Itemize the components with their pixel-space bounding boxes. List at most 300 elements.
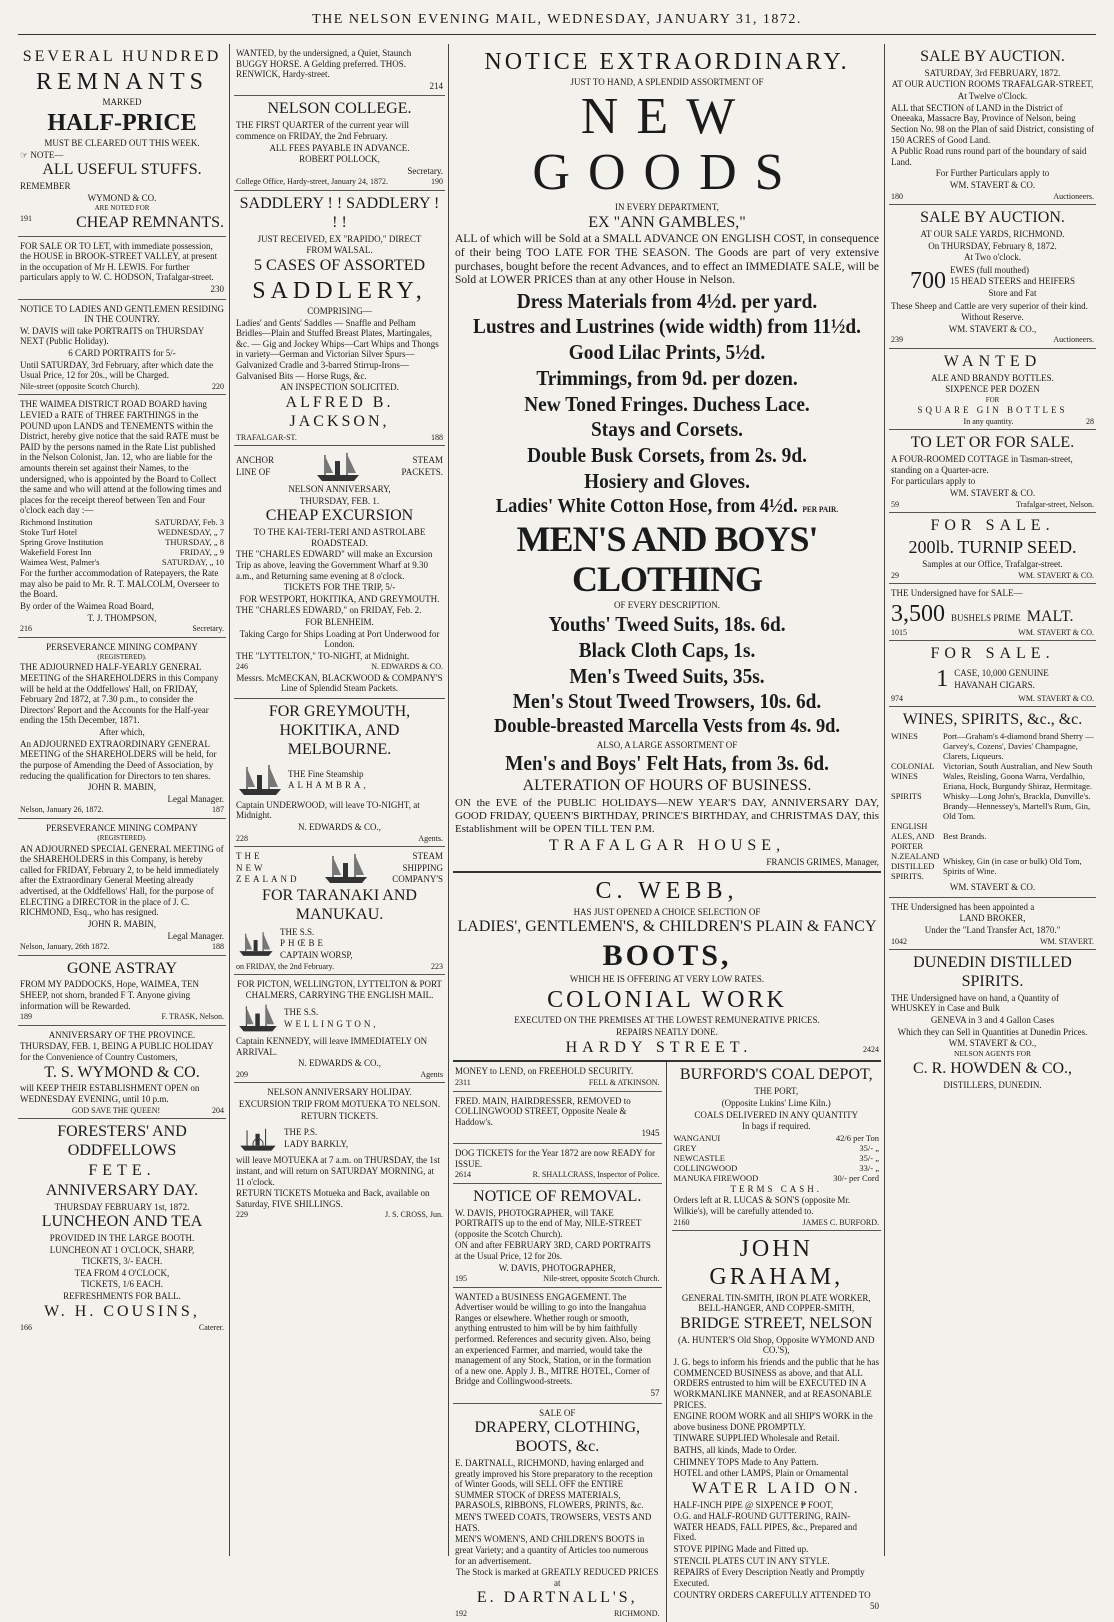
ad-headline: HALF-PRICE: [47, 109, 197, 136]
ad-body: AN ADJOURNED SPECIAL GENERAL MEETING of the SHAREHOLDERS in this Company, is hereby called for FRIDAY, February 2, to be held immediately after the Extraordinary General Meeting already advertised, at the Oddfellows' Hall, for the purpose of ELECTING a DIRECTOR in the place of J. C. RICHMOND, Esq., who has resigned.: [20, 843, 224, 918]
coal-price-table: [674, 1133, 880, 1183]
table-cell: Wakefield Forest Inn: [20, 547, 92, 558]
ad-text: BRIDGE STREET, NELSON: [680, 1314, 873, 1332]
ad-headline: MEN'S AND BOYS' CLOTHING: [516, 519, 818, 600]
table-cell: 35/- „: [859, 1142, 879, 1153]
ad-text: C. R. HOWDEN & CO.,: [912, 1059, 1073, 1077]
table-cell: Victorian, South Australian, and New South Wales, Reisling, Goona Warra, Verdalhio, Eriana, Hock, Burgundy Shiraz, Hermitage.: [943, 761, 1093, 792]
ad-text: Agents.: [418, 833, 443, 843]
table-cell: Whisky—Long John's, Brackla, Dunville's. Brandy—Hennessey's, Martell's Rum, Gin, Old Tom.: [943, 791, 1091, 822]
ad-number: 214: [429, 80, 443, 91]
ad-text: THE: [236, 851, 263, 862]
ad-body: ON the EVE of the PUBLIC HOLIDAYS—NEW YEAR'S DAY, ANNIVERSARY DAY, GOOD FRIDAY, QUEEN'S BIRTHDAY, PRINCE'S BIRTHDAY, and CHRISTMAS DAY, this Establishment will be OPEN TILL TEN P.M.: [455, 796, 879, 835]
ad-text: A Public Road runs round part of the boundary of said Land.: [891, 146, 1087, 167]
masthead-rule: [18, 34, 1096, 35]
table-cell: WEDNESDAY, „ 7: [157, 527, 224, 538]
ad-signature: W. DAVIS, PHOTOGRAPHER,: [498, 1262, 616, 1273]
paddle-steamer-icon: [236, 1122, 280, 1154]
ad-headline: 3,500: [891, 600, 945, 627]
ad-text: GENERAL TIN-SMITH, IRON PLATE WORKER, BELL-HANGER, AND COPPER-SMITH,: [681, 1292, 871, 1314]
ad-text: Auctioneers.: [1053, 335, 1094, 345]
ad-headline: 700: [909, 268, 946, 295]
ad-number: 1015: [891, 628, 907, 638]
ad-nz-shipping: [234, 847, 445, 975]
ad-body: These Sheep and Cattle are very superior of their kind.: [891, 300, 1088, 311]
ad-text: THE "LYTTELTON," TO-NIGHT, at Midnight.: [236, 650, 410, 661]
ad-number: 180: [891, 191, 903, 201]
ad-text: Without Reserve.: [961, 312, 1024, 323]
ad-body: FRED. MAIN, HAIRDRESSER, REMOVED to COLLINGWOOD STREET, Opposite Neale & Haddow's.: [455, 1095, 631, 1127]
ad-wellington: [234, 975, 445, 1083]
ad-text: FROM WALSAL.: [306, 245, 373, 256]
ad-heading: FOR WESTPORT, HOKITIKA, AND GREYMOUTH.: [239, 593, 440, 604]
ad-text: STENCIL PLATES CUT IN ANY STYLE.: [673, 1555, 830, 1566]
ad-number: 2614: [455, 1170, 471, 1180]
ad-text: (REGISTERED).: [97, 834, 147, 843]
ad-body: DOG TICKETS for the Year 1872 are now READY for ISSUE.: [455, 1147, 655, 1169]
ad-signature: N. EDWARDS & CO.,: [297, 1058, 381, 1069]
ad-number: 188: [212, 942, 224, 952]
ad-heading: NELSON COLLEGE.: [267, 100, 412, 118]
table-row: [891, 731, 1094, 761]
ad-wines-spirits: [889, 707, 1096, 898]
ad-text: COMPRISING—: [307, 305, 372, 316]
ad-text: BUSHELS PRIME: [951, 612, 1021, 623]
ad-text: Samples at our Office, Trafalgar-street.: [922, 559, 1063, 570]
ad-text: 200lb. TURNIP SEED.: [908, 536, 1077, 557]
column-rule: [884, 44, 885, 1556]
ad-body: will KEEP THEIR ESTABLISHMENT OPEN on WEDNESDAY EVENING, until 10 p.m.: [20, 1083, 200, 1105]
ad-gone-astray: [18, 956, 226, 1026]
ad-signature: N. EDWARDS & CO.,: [297, 821, 381, 832]
ad-text: ☞ NOTE—: [20, 149, 64, 160]
ad-text: ALSO, A LARGE ASSORTMENT OF: [596, 739, 738, 750]
ad-text: TICKETS, 1/6 EACH.: [81, 1279, 163, 1290]
column-4: [889, 44, 1096, 1557]
ad-text: WELLINGTON,: [284, 1018, 379, 1029]
ad-waimea-road-board: [18, 395, 226, 637]
ad-body: FOR SALE OR TO LET, with immediate possession, the HOUSE in BROOK-STREET VALLEY, at present in the occupation of Mr H. LEWIS. For further particulars apply to W. C. HODSON, Trafalgar-street.: [20, 240, 218, 283]
ad-text: ALHAMBRA,: [288, 780, 369, 791]
ad-text: In any quantity.: [963, 416, 1014, 426]
ad-body: ON and after FEBRUARY 3RD, CARD PORTRAITS at the Usual Price, 12 for 20s.: [455, 1240, 651, 1261]
ad-text: Messrs. McMECKAN, BLACKWOOD & COMPANY'S Line of Splendid Steam Packets.: [236, 672, 443, 694]
steamship-icon: [321, 850, 371, 886]
table-cell: Richmond Institution: [20, 517, 93, 527]
ad-text: LINE OF: [236, 466, 271, 477]
column-1: [18, 44, 226, 1557]
ad-text: (Opposite Lukins' Lime Kiln.): [721, 1097, 831, 1108]
table-cell: COLONIAL WINES: [891, 761, 935, 782]
column-3: [453, 44, 881, 1619]
ad-text: CHEAP REMNANTS.: [76, 213, 224, 231]
ad-heading: FOR BLENHEIM.: [305, 616, 374, 627]
table-cell: 42/6 per Ton: [835, 1132, 879, 1143]
table-cell: FRIDAY, „ 9: [179, 547, 224, 558]
ad-nelson-college: [234, 96, 445, 190]
ad-text: Store and Fat: [988, 287, 1037, 298]
ad-text: Auctioneers.: [1053, 191, 1094, 201]
ad-text: STEAM: [412, 454, 443, 465]
ad-body: Ladies' and Gents' Saddles — Snaffle and Pelham Bridles—Plain and Stuffed Breast Plates, Martingales, &c. — Gig and Jockey Whips—Cart Whips and Thongs in variety—German and Victorian Silver Spurs—Galvanized Cradle and 3-barred Stirrup-Irons—Galvanised Bits — Horse Rugs, &c.: [236, 317, 439, 381]
ad-line: Stays and Corsets.: [591, 417, 743, 442]
ad-text: ALL FEES PAYABLE IN ADVANCE.: [269, 142, 410, 153]
ad-text: MARKED: [102, 97, 142, 108]
ad-line: Black Cloth Caps, 1s.: [578, 637, 756, 662]
ad-text: Caterer.: [198, 1322, 224, 1332]
ad-text: Legal Manager.: [167, 930, 224, 941]
ad-number: 246: [236, 662, 248, 672]
ad-body: E. DARTNALL, RICHMOND, having enlarged and greatly improved his Store preparatory to the reception of Winter Goods, will SELL OFF the ENTIRE SUMMER STOCK of DRESS MATERIALS, PARASOLS, RIBBONS, FLOWERS, PRINTS, &c.: [455, 1458, 653, 1511]
ad-line: New Toned Fringes. Duchess Lace.: [524, 391, 810, 416]
ad-text: Nile-street, opposite Scotch Church.: [543, 1274, 660, 1284]
ad-headline: SADDLERY,: [252, 277, 427, 304]
ad-signature: T. J. THOMPSON,: [87, 612, 157, 623]
ad-text: Secretary.: [192, 624, 224, 634]
ad-number: 187: [212, 805, 224, 815]
ad-text: On THURSDAY, February 8, 1872.: [928, 240, 1057, 251]
ad-signature: J. S. CROSS, Jun.: [384, 1210, 443, 1220]
ad-text: PACKETS.: [401, 466, 443, 477]
ad-text: OF EVERY DESCRIPTION.: [614, 600, 720, 611]
ad-headline: NEW GOODS: [532, 87, 802, 201]
ad-signature: WM. STAVERT & CO.: [1018, 693, 1094, 703]
table-row: [20, 517, 224, 527]
ad-text: ENGINE ROOM WORK and all SHIP'S WORK in the above business DONE PROMPTLY.: [673, 1411, 873, 1432]
ad-text: THE Undersigned have for SALE—: [891, 588, 1023, 599]
ad-text: By order of the Waimea Road Board,: [20, 600, 154, 611]
ad-text: ANNIVERSARY DAY.: [45, 1181, 199, 1199]
ad-number: 229: [236, 1210, 248, 1220]
table-cell: COLLINGWOOD: [673, 1162, 738, 1173]
ad-text: THE Fine Steamship: [288, 768, 364, 779]
ad-saddlery: [234, 191, 445, 446]
ad-text: EXCURSION TRIP FROM MOTUEKA TO NELSON.: [238, 1099, 441, 1110]
ad-text: O.G. and HALF-ROUND GUTTERING, RAIN-WATER HEADS, FALL PIPES, &c., Prepared and Fixed.: [673, 1511, 857, 1543]
ad-number: 204: [212, 1105, 224, 1115]
ad-sale-by-auction-2: [889, 205, 1096, 349]
table-row: [891, 821, 1094, 851]
ad-signature: W. H. COUSINS,: [44, 1302, 200, 1320]
ad-line: Men's Tweed Suits, 35s.: [569, 663, 765, 688]
ad-anchor-line: [234, 446, 445, 699]
ad-number: 57: [650, 1388, 660, 1399]
ad-text: ANCHOR: [236, 454, 275, 465]
column-rule: [229, 44, 230, 1556]
wines-table: [891, 731, 1094, 881]
ad-wanted-bottles: [889, 349, 1096, 430]
table-cell: THURSDAY, „ 8: [165, 537, 224, 548]
ad-text: Taking Cargo for Ships Loading at Port Underwood for London.: [239, 628, 440, 650]
ad-text: MEN'S TWEED COATS, TROWSERS, VESTS AND HATS.: [455, 1512, 652, 1533]
ad-text: At Twelve o'Clock.: [957, 91, 1028, 102]
table-cell: Waimea West, Palmer's: [20, 557, 100, 568]
ad-line: Dress Materials from 4½d. per yard.: [516, 288, 818, 313]
ad-text: JUST TO HAND, A SPLENDID ASSORTMENT OF: [570, 77, 764, 88]
ad-text: REPAIRS of Every Description Neatly and Promptly Executed.: [673, 1567, 865, 1588]
ad-body: will leave MOTUEKA at 7 a.m. on THURSDAY, the 1st instant, and will return on SATURDAY MORNING, at 11 o'clock.: [236, 1155, 440, 1187]
ad-signature: WM. STAVERT & CO.: [949, 179, 1036, 190]
ad-text: Which they can Sell in Quantities at Dunedin Prices.: [897, 1026, 1088, 1037]
ad-text: TRAFALGAR-ST.: [236, 432, 297, 442]
table-cell: ENGLISH ALES, AND PORTER: [891, 821, 935, 852]
table-cell: SATURDAY, Feb. 3: [155, 517, 224, 527]
ad-dartnall: [453, 1404, 662, 1622]
ad-number: 974: [891, 693, 903, 703]
ad-text: HAVANAH CIGARS.: [954, 680, 1035, 690]
ad-malt: [889, 584, 1096, 641]
ad-body: Orders left at R. LUCAS & SON'S (opposite Mr. Wilkie's), will be carefully attended to.: [673, 1195, 851, 1217]
ad-heading: SADDLERY ! ! SADDLERY ! ! !: [239, 194, 440, 231]
ad-text: BATHS, all kinds, Made to Order.: [673, 1444, 797, 1455]
ad-number: 29: [891, 570, 899, 580]
ad-text: REPAIRS NEATLY DONE.: [616, 1027, 718, 1037]
ad-text: WYMOND & CO.: [87, 192, 157, 203]
ad-heading: FOR PICTON, WELLINGTON, LYTTELTON & PORT CHALMERS, CARRYING THE ENGLISH MAIL.: [237, 978, 442, 1000]
ad-text: Until SATURDAY, 3rd February, after which date the Usual Price, 12 for 20s., will be Charged.: [20, 359, 214, 381]
ad-text: In bags if required.: [742, 1121, 811, 1132]
table-row: [674, 1173, 880, 1183]
ad-signature: WM. STAVERT & CO.: [949, 882, 1036, 893]
ad-heading: CHEAP EXCURSION: [265, 507, 414, 525]
ad-fred-main: [453, 1092, 662, 1144]
ad-text: At Two o'clock.: [963, 252, 1022, 263]
ad-text: MALT.: [1026, 607, 1074, 625]
ad-number: 166: [20, 1322, 32, 1332]
ad-headline: 1: [936, 666, 949, 693]
ad-number: 2311: [455, 1078, 471, 1088]
rate-schedule-table: [20, 517, 224, 567]
ad-text: WHICH HE IS OFFERING AT VERY LOW RATES.: [569, 974, 765, 985]
ad-dunedin-spirits: [889, 950, 1096, 1094]
ad-text: CHIMNEY TOPS Made to Any Pattern.: [673, 1456, 819, 1467]
ad-body: MONEY to LEND, on FREEHOLD SECURITY.: [455, 1066, 634, 1077]
ad-text: SIXPENCE PER DOZEN: [945, 384, 1040, 395]
table-cell: Best Brands.: [943, 831, 987, 842]
ad-number: 228: [236, 833, 248, 843]
column-3a: [453, 1062, 667, 1621]
ad-line: Lustres and Lustrines (wide width) from 11½d.: [473, 314, 861, 339]
ad-text: ARE NOTED FOR: [94, 204, 150, 213]
ad-text: For the further accommodation of Ratepayers, the Rate may also be paid to Mr. R. T. MALCOLM, Overseer to the Board.: [20, 568, 220, 600]
ad-text: THURSDAY, FEB. 1.: [299, 495, 380, 506]
table-row: [674, 1153, 880, 1163]
ad-text: STEAM: [412, 851, 443, 862]
ad-turnip-seed: [889, 513, 1096, 584]
ad-number: 209: [236, 1070, 248, 1080]
table-cell: Spring Grove Institution: [20, 537, 104, 548]
ad-body: THE FIRST QUARTER of the current year will commence on FRIDAY, the 2nd February.: [236, 120, 410, 141]
ad-body: THE Undersigned have on hand, a Quantity of WHUSKEY in Case and Bulk: [891, 992, 1059, 1014]
ad-heading: WANTED: [943, 352, 1042, 370]
ad-text: on FRIDAY, the 2nd February.: [236, 961, 335, 971]
ad-body: THE WAIMEA DISTRICT ROAD BOARD having LEVIED a RATE of THREE FARTHINGS in the POUND upon LANDS and TENEMENTS within the District, hereby give notice that the said RATE must be PAID by the persons named in the Rate List published in the Nelson Colonist, Jan. 12, who are liable for the amounts therein set against their Names, to the undersigned, who is appointed by the Board to Collect the same and who will attend at the following times and places for the receipt thereof between Ten and Four o'clock each day :—: [20, 399, 222, 516]
ad-signature: WM. STAVERT & CO.: [1018, 570, 1094, 580]
ad-text: FRANCIS GRIMES, Manager,: [766, 856, 879, 867]
ad-text: HAS JUST OPENED A CHOICE SELECTION OF: [573, 906, 761, 917]
ad-text: TEA FROM 4 O'CLOCK,: [74, 1267, 170, 1278]
ad-text: HALF-INCH PIPE @ SIXPENCE ₱ FOOT,: [673, 1499, 834, 1510]
ad-heading: FOR GREYMOUTH, HOKITIKA, AND MELBOURNE.: [268, 703, 411, 758]
ad-text: LUNCHEON AT 1 O'CLOCK, SHARP,: [49, 1244, 195, 1255]
ad-signature: HARDY STREET.: [565, 1038, 753, 1056]
ad-number: 216: [20, 624, 32, 634]
ad-text: THE S.S.: [284, 1007, 319, 1018]
ad-money-to-lend: [453, 1062, 662, 1091]
ad-text: REFRESHMENTS FOR BALL.: [63, 1291, 181, 1302]
ad-line: Good Lilac Prints, 5½d.: [568, 340, 766, 365]
ad-signature: N. EDWARDS & CO.: [371, 662, 443, 672]
table-cell: WANGANUI: [673, 1132, 721, 1143]
ad-number: 230: [210, 283, 224, 294]
table-row: [20, 537, 224, 547]
ad-heading: NELSON ANNIVERSARY,: [288, 484, 391, 495]
ad-signature: ALFRED B. JACKSON,: [285, 393, 394, 430]
ad-text: THURSDAY FEBRUARY 1st, 1872.: [54, 1201, 190, 1212]
ad-signature: WM. STAVERT & CO.: [949, 487, 1036, 498]
ad-heading: BURFORD'S COAL DEPOT,: [679, 1066, 873, 1084]
ad-text: IN EVERY DEPARTMENT,: [615, 201, 719, 212]
ad-number: 192: [455, 1609, 467, 1619]
ad-text: Agents: [420, 1070, 443, 1080]
ad-text: For particulars apply to: [891, 476, 976, 487]
ad-body: W. DAVIS will take PORTRAITS on THURSDAY NEXT (Public Holiday).: [20, 325, 204, 347]
ad-heading: FORESTERS' AND ODDFELLOWS: [57, 1123, 187, 1159]
ad-text: JUST RECEIVED, EX "RAPIDO," DIRECT: [257, 233, 422, 244]
ad-heading: FETE.: [88, 1161, 156, 1179]
ad-number: 188: [431, 432, 443, 442]
ad-number: 190: [431, 177, 443, 187]
ad-text: TICKETS, 3/- EACH.: [81, 1256, 163, 1267]
ad-text: COALS DELIVERED IN ANY QUANTITY: [694, 1109, 859, 1120]
ad-text: Under the "Land Transfer Act, 1870.": [924, 925, 1061, 936]
ad-signature: E. DARTNALL'S,: [476, 1589, 638, 1607]
table-row: [891, 791, 1094, 821]
ad-heading: PERSEVERANCE MINING COMPANY: [46, 641, 198, 652]
ad-text: MUST BE CLEARED OUT THIS WEEK.: [44, 138, 200, 149]
table-cell: SPIRITS: [891, 791, 922, 802]
ad-text: AT OUR AUCTION ROOMS TRAFALGAR-STREET,: [891, 79, 1094, 90]
ad-text: T. S. WYMOND & CO.: [44, 1063, 200, 1081]
ad-land-broker: [889, 898, 1096, 950]
steamship-icon: [236, 929, 276, 959]
ad-body: FROM MY PADDOCKS, Hope, WAIMEA, TEN SHEEP, not shorn, branded F T. Anyone giving information will be Rewarded.: [20, 979, 200, 1011]
ad-text: GENEVA in 3 and 4 Gallon Cases: [930, 1015, 1055, 1026]
ad-text: CASE, 10,000 GENUINE: [954, 668, 1049, 679]
ad-number: 223: [431, 961, 443, 971]
masthead: THE NELSON EVENING MAIL, WEDNESDAY, JANUARY 31, 1872.: [312, 12, 802, 27]
ad-body: THURSDAY, FEB. 1, BEING A PUBLIC HOLIDAY for the Convenience of Country Customers,: [20, 1041, 214, 1062]
ad-lady-barkly: [234, 1083, 445, 1222]
ad-line: Men's and Boys' Felt Hats, from 3s. 6d.: [505, 751, 829, 776]
table-cell: 30/- per Cord: [833, 1172, 879, 1183]
ad-text: SATURDAY, 3rd FEBRUARY, 1872.: [924, 67, 1061, 78]
ad-text: Trafalgar-street, Nelson.: [1016, 499, 1094, 509]
table-row: [20, 527, 224, 537]
ad-line: Double Busk Corsets, from 2s. 9d.: [527, 443, 807, 468]
ad-cigars: [889, 641, 1096, 707]
ad-text: RETURN TICKETS Motueka and Back, available on Saturday, FIVE SHILLINGS.: [236, 1188, 430, 1209]
ad-text: LUNCHEON AND TEA: [41, 1213, 203, 1231]
ad-line: Trimmings, from 9d. per dozen.: [536, 365, 798, 390]
ad-body: ALL that SECTION of LAND in the District of Oneeaka, Massacre Bay, Province of Nelson, being Section No. 98 on the Plan of said District, consisting of 150 ACRES of Good Land.: [891, 102, 1094, 145]
table-cell: SATURDAY, „ 10: [161, 557, 224, 568]
ad-number: 1042: [891, 936, 907, 946]
ad-headline: COLONIAL WORK: [547, 987, 787, 1014]
ad-to-let-cottage: [889, 430, 1096, 513]
ad-signature: F. TRASK, Nelson.: [161, 1012, 224, 1022]
ad-text: College Office, Hardy-street, January 24, 1872.: [236, 177, 389, 187]
ad-text: EX "ANN GAMBLES,": [588, 213, 746, 231]
ad-text: COMPANY'S: [392, 874, 443, 885]
ad-text: SQUARE GIN BOTTLES: [917, 405, 1068, 416]
ad-heading: FOR SALE.: [930, 516, 1055, 534]
ad-text: PHŒBE: [280, 938, 327, 949]
ad-text: AN INSPECTION SOLICITED.: [280, 382, 399, 393]
ad-text: (A. HUNTER'S Old Shop, Opposite WYMOND AND CO.'S),: [678, 1334, 875, 1356]
ad-heading: SALE OF: [539, 1407, 576, 1418]
ad-text: The Stock is marked at GREATLY REDUCED PRICES at: [456, 1567, 659, 1588]
ad-number: 50: [870, 1601, 879, 1612]
ad-text: EWES (full mouthed): [949, 264, 1029, 275]
ad-body: Captain KENNEDY, will leave IMMEDIATELY ON ARRIVAL.: [236, 1036, 428, 1057]
ad-text: THE PORT,: [754, 1086, 799, 1097]
ad-number: 191: [20, 213, 32, 223]
ad-perseverance-1: [18, 638, 226, 819]
ad-alhambra: [234, 699, 445, 847]
ad-headline: REMNANTS: [35, 68, 208, 95]
ad-text: Legal Manager.: [167, 793, 224, 804]
ad-body: A FOUR-ROOMED COTTAGE in Tasman-street, standing on a Quarter-acre.: [891, 454, 1073, 475]
ad-body: WANTED a BUSINESS ENGAGEMENT. The Advertiser would be willing to go into the Inangahua Ranges or elsewhere. Whether rough or smooth, anything entrusted to him will be by him faithfully performed. References and security given. Also, being an experienced Farmer, and married, would take the management of any Stock, Station, or in the formation of a new one. Apply J. B., MITRE HOTEL, Corner of Bridge and Collingwood-streets.: [455, 1291, 651, 1387]
ad-heading: PERSEVERANCE MINING COMPANY: [46, 822, 198, 833]
ad-body: ALL of which will be Sold at a SMALL ADVANCE ON ENGLISH COST, in consequence of their being TOO LATE FOR THE SEASON. The Goods are part of very extensive purchases, bought before the recent Advances, and to effect an IMMEDIATE SALE, will be Sold at LOWER PRICES than at any other House in Nelson.: [455, 233, 879, 287]
ad-number: 239: [891, 335, 903, 345]
ad-burford-coal: [672, 1062, 882, 1231]
ad-signature: WM. STAVERT & CO.,: [948, 1038, 1037, 1049]
table-cell: 33/- „: [859, 1162, 879, 1173]
ad-text: Nelson, January, 26th 1872.: [20, 942, 110, 952]
ad-heading: SALE BY AUCTION.: [920, 48, 1065, 65]
ad-number: 195: [455, 1274, 467, 1284]
ad-text: LAND BROKER,: [959, 913, 1026, 924]
ad-body: J. G. begs to inform his friends and the public that he has COMMENCED BUSINESS as above, and that ALL ORDERS entrusted to him will be EXECUTED IN A WORKMANLIKE MANNER, and at REASONABLE PRICES.: [673, 1357, 879, 1410]
ad-signature: TRAFALGAR HOUSE,: [548, 836, 786, 854]
ad-text: ZEALAND: [236, 874, 300, 885]
table-row: [674, 1143, 880, 1153]
ad-number: 2424: [863, 1044, 879, 1054]
table-row: [20, 547, 224, 557]
ad-text: LADIES', GENTLEMEN'S, & CHILDREN'S PLAIN & FANCY: [457, 918, 877, 936]
ad-text: Nile-street (opposite Scotch Church).: [20, 381, 140, 391]
ad-text: 15 HEAD STEERS and HEIFERS: [949, 276, 1075, 287]
ad-text: FOR: [985, 395, 1000, 404]
ad-heading: NOTICE TO LADIES AND GENTLEMEN RESIDING IN THE COUNTRY.: [20, 303, 224, 325]
ad-headline: C. WEBB,: [595, 878, 739, 905]
ad-heading: WINES, SPIRITS, &c., &c.: [902, 711, 1083, 729]
table-row: [891, 851, 1094, 881]
ad-signature: JAMES C. BURFORD.: [802, 1217, 879, 1227]
table-row: [674, 1163, 880, 1173]
ad-davis-portraits: [18, 300, 226, 396]
ad-signature: FELL & ATKINSON.: [588, 1078, 660, 1088]
table-cell: NEWCASTLE: [673, 1152, 725, 1163]
ad-dog-tickets: [453, 1144, 662, 1184]
ad-text: Nelson, January 26, 1872.: [20, 805, 104, 815]
ad-text: For Further Particulars apply to: [935, 168, 1050, 179]
ad-sale-by-auction-1: [889, 44, 1096, 205]
ad-text: Secretary.: [407, 165, 443, 176]
